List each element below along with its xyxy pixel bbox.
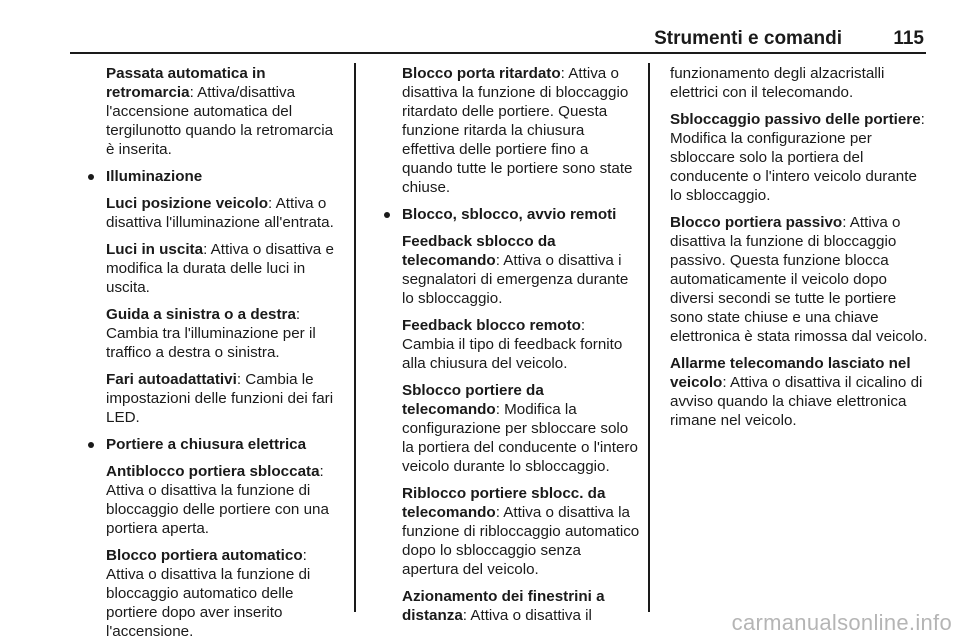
term: Luci posizione veicolo [106,195,269,212]
bullet-heading [76,435,344,454]
paragraph [670,354,932,430]
description: : Attiva o disattiva la funzione di bloccaggio automatico delle portiere dopo aver inserito l'accensione. [106,547,311,640]
bullet-label: Blocco, sblocco, avvio remoti [402,206,617,223]
column-3 [670,64,932,438]
column-2 [372,64,640,633]
description: funzionamento degli alzacristalli elettrici con il telecomando. [670,65,885,101]
paragraph [670,213,932,346]
bullet-icon [88,442,94,448]
paragraph [372,232,640,308]
description: : Cambia tra l'illuminazione per il traffico a destra o sinistra. [106,306,316,361]
paragraph [670,110,932,205]
description: : Attiva o disattiva i segnalatori di emergenza durante lo sbloccaggio. [402,252,629,307]
paragraph [76,462,344,538]
term: Blocco portiera passivo [670,214,843,231]
term: Passata automatica in retromarcia [106,65,266,101]
description: : Cambia il tipo di feedback fornito alla chiusura del veicolo. [402,317,623,372]
term: Fari autoadattativi [106,371,237,388]
description: : Attiva/disattiva l'accensione automatica del tergilunotto quando la retromarcia è inserita. [106,84,334,158]
paragraph [372,484,640,579]
column-divider-2 [648,63,650,612]
bullet-label: Illuminazione [106,168,203,185]
term: Riblocco portiere sblocc. da telecomando [402,485,606,521]
term: Blocco porta ritardato [402,65,561,82]
paragraph [76,64,344,159]
paragraph [76,305,344,362]
column-divider-1 [354,63,356,612]
term: Azionamento dei finestrini a distanza [402,588,605,624]
paragraph [670,64,932,102]
term: Luci in uscita [106,241,204,258]
column-1 [76,64,344,642]
term: Sbloccaggio passivo delle portiere [670,111,921,128]
description: : Attiva o disattiva il [462,607,592,624]
description: : Attiva o disattiva il cicalino di avviso quando la chiave elettronica rimane nel veicolo. [670,374,923,429]
description: : Modifica la configurazione per sbloccare solo la portiera del conducente o l'intero veicolo durante lo sbloccaggio. [402,401,638,475]
paragraph [372,381,640,476]
bullet-icon [88,174,94,180]
page-header [70,22,926,52]
paragraph [76,546,344,641]
term: Allarme telecomando lasciato nel veicolo [670,355,911,391]
description: : Attiva o disattiva la funzione di bloccaggio passivo. Questa funzione blocca automaticamente il veicolo dopo diversi secondi se tutte le portiere sono state chiuse e una chiave elettronica è stata rimossa dal veicolo. [670,214,928,345]
description: : Modifica la configurazione per sbloccare solo la portiera del conducente o l'intero veicolo durante lo sbloccaggio. [670,111,925,204]
paragraph [372,316,640,373]
description: : Attiva o disattiva l'illuminazione all'entrata. [106,195,334,231]
paragraph [372,64,640,197]
description: : Attiva o disattiva e modifica la durata delle luci in uscita. [106,241,334,296]
page-title: Strumenti e comandi [654,28,842,49]
paragraph [76,240,344,297]
description: : Cambia le impostazioni delle funzioni dei fari LED. [106,371,334,426]
bullet-heading [76,167,344,186]
paragraph [76,194,344,232]
term: Blocco portiera automatico [106,547,303,564]
description: : Attiva o disattiva la funzione di bloccaggio delle portiere con una portiera aperta. [106,463,329,537]
paragraph [372,587,640,625]
description: : Attiva o disattiva la funzione di bloccaggio ritardato delle portiere. Questa funzione ritarda la chiusura effettiva delle portiere fino a quando tutte le portiere sono state chiuse. [402,65,633,196]
term: Feedback blocco remoto [402,317,581,334]
header-rule [70,52,926,54]
paragraph [76,370,344,427]
term: Feedback sblocco da telecomando [402,233,556,269]
term: Antiblocco portiera sbloccata [106,463,320,480]
bullet-icon [384,212,390,218]
bullet-heading [372,205,640,224]
bullet-label: Portiere a chiusura elettrica [106,436,307,453]
term: Guida a sinistra o a destra [106,306,296,323]
page-number: 115 [893,28,924,49]
description: : Attiva o disattiva la funzione di ribloccaggio automatico dopo lo sbloccaggio senza apertura del veicolo. [402,504,640,578]
term: Sblocco portiere da telecomando [402,382,544,418]
watermark-text: carmanualsonline.info [731,610,952,635]
